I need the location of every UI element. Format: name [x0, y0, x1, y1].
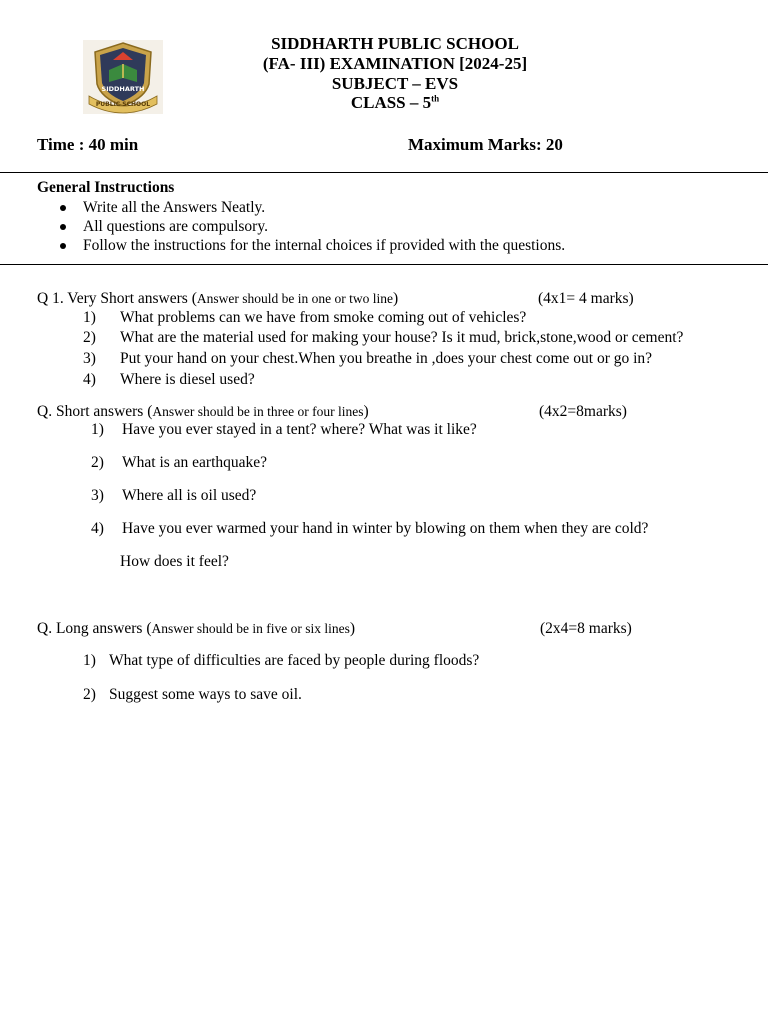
exam-title: (FA- III) EXAMINATION [2024-25] [262, 54, 528, 73]
question-number: 4) [83, 371, 96, 388]
section3-title: Q. Long answers ( [37, 620, 152, 637]
section2-marks: (4x2=8marks) [539, 403, 627, 420]
section2-hint: Answer should be in three or four lines [152, 404, 364, 419]
question-text: Suggest some ways to save oil. [109, 686, 302, 703]
section3-marks: (2x4=8 marks) [540, 620, 632, 637]
question-number: 2) [83, 329, 96, 346]
question-text: Have you ever warmed your hand in winter by blowing on them when they are cold? [122, 520, 649, 537]
section1-marks: (4x1= 4 marks) [538, 290, 634, 307]
section2-close: ) [363, 403, 369, 420]
bullet-icon [60, 224, 66, 230]
question-number: 3) [91, 487, 104, 504]
question-text: What type of difficulties are faced by people during floods? [109, 652, 480, 669]
question-number: 1) [91, 421, 104, 438]
question-text: What is an earthquake? [122, 454, 268, 471]
question-text: Where all is oil used? [122, 487, 257, 504]
question-text: Have you ever stayed in a tent? where? What was it like? [122, 421, 477, 438]
question-text: Where is diesel used? [120, 371, 255, 388]
instruction-item: Follow the instructions for the internal choices if provided with the questions. [83, 237, 566, 254]
question-text: Put your hand on your chest.When you breathe in ,does your chest come out or go in? [120, 350, 653, 367]
question-number: 3) [83, 350, 96, 367]
instructions-heading: General Instructions [37, 179, 175, 196]
divider-bottom [0, 264, 768, 265]
section1-heading [37, 290, 398, 308]
bullet-icon [60, 205, 66, 211]
school-name: SIDDHARTH PUBLIC SCHOOL [271, 34, 519, 53]
section1-hint: Answer should be in one or two line [196, 291, 393, 306]
logo-text-top: SIDDHARTH [101, 85, 145, 93]
subject-title: SUBJECT – EVS [331, 74, 459, 93]
question-number: 2) [83, 686, 96, 703]
section1-title: Q 1. Very Short answers ( [37, 290, 197, 307]
question-continuation: How does it feel? [120, 553, 229, 570]
section3-heading [37, 620, 355, 638]
class-suffix: th [431, 93, 440, 104]
divider-top [0, 172, 768, 173]
question-number: 2) [91, 454, 104, 471]
time-label: Time : 40 min [37, 135, 139, 154]
section3-close: ) [349, 620, 356, 637]
section3-hint: Answer should be in five or six lines [151, 621, 350, 636]
class-title [0, 93, 768, 113]
question-text: What problems can we have from smoke coming out of vehicles? [120, 309, 527, 326]
section2-title: Q. Short answers ( [37, 403, 153, 420]
question-number: 1) [83, 652, 96, 669]
logo-ribbon-text: PUBLIC SCHOOL [95, 101, 151, 108]
question-number: 4) [91, 520, 104, 537]
question-number: 1) [83, 309, 96, 326]
section2-heading [37, 403, 369, 421]
bullet-icon [60, 243, 66, 249]
max-marks-label: Maximum Marks: 20 [408, 135, 563, 154]
question-text: What are the material used for making your house? Is it mud, brick,stone,wood or cement? [120, 329, 684, 346]
instruction-item: Write all the Answers Neatly. [83, 199, 266, 216]
section1-close: ) [392, 290, 399, 307]
instruction-item: All questions are compulsory. [83, 218, 268, 235]
class-prefix: CLASS – 5 [350, 93, 432, 112]
